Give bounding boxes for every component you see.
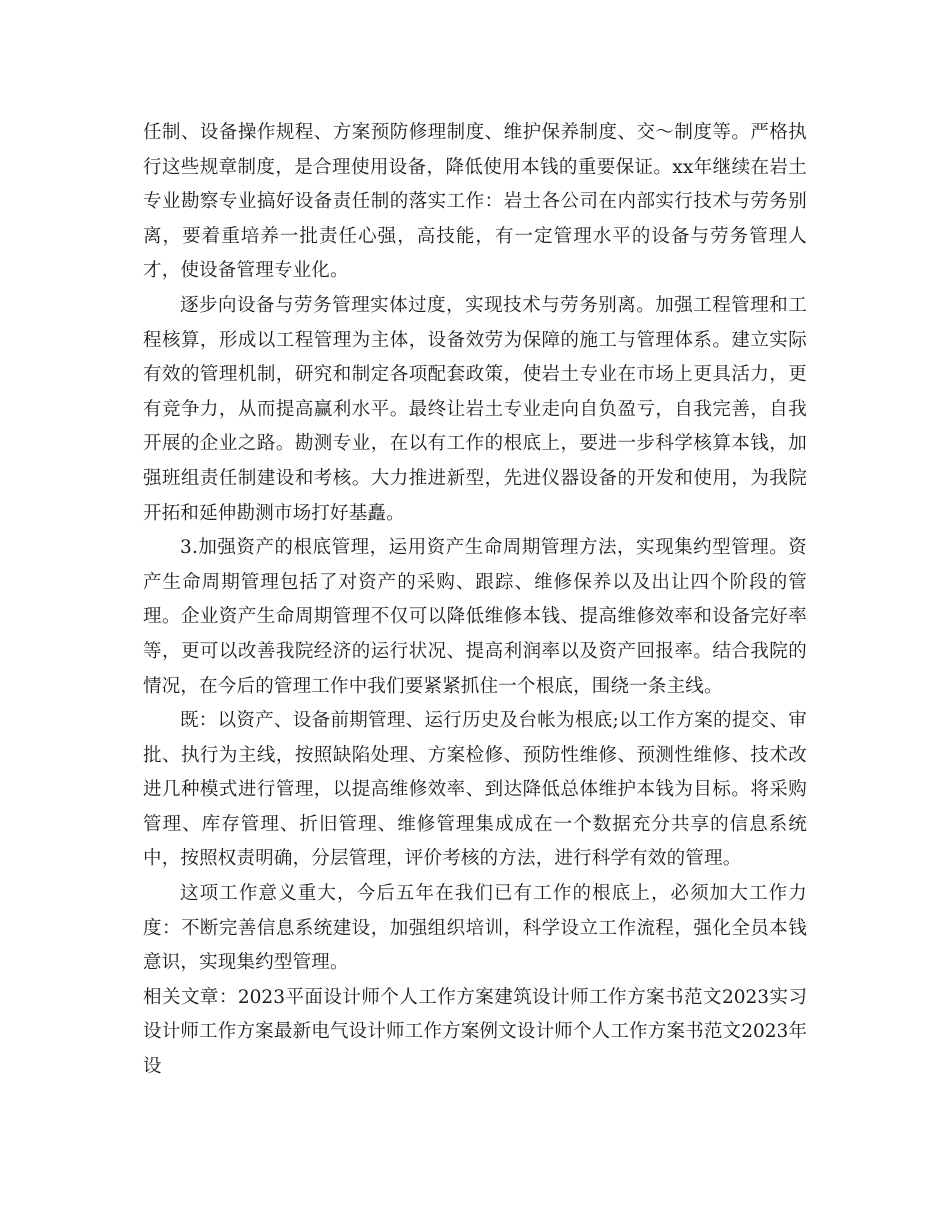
paragraph-5: 这项工作意义重大，今后五年在我们已有工作的根底上，必须加大工作力度：不断完善信息系统建设，加强组织培训，科学设立工作流程，强化全员本钱意识，实现集约型管理。: [143, 883, 807, 974]
related-articles: 相关文章：2023平面设计师个人工作方案建筑设计师工作方案书范文2023实习设计师工作方案最新电气设计师工作方案例文设计师个人工作方案书范文2023年设: [143, 986, 807, 1078]
paragraph-2: 逐步向设备与劳务管理实体过度，实现技术与劳务别离。加强工程管理和工程核算，形成以工程管理为主体，设备效劳为保障的施工与管理体系。建立实际有效的管理机制，研究和制定各项配套政策，使岩土专业在市场上更具活力，更有竞争力，从而提高赢利水平。最终让岩土专业走向自负盈亏，自我完善，自我开展的企业之路。勘测专业，在以有工作的根底上，要进一步科学核算本钱，加强班组责任制建设和考核。大力推进新型，先进仪器设备的开发和使用，为我院开拓和延伸勘测市场打好基矗。: [143, 294, 807, 524]
paragraph-4: 既：以资产、设备前期管理、运行历史及台帐为根底;以工作方案的提交、审批、执行为主线，按照缺陷处理、方案检修、预防性维修、预测性维修、技术改进几种模式进行管理，以提高维修效率、到达降低总体维护本钱为目标。将采购管理、库存管理、折旧管理、维修管理集成成在一个数据充分共享的信息系统中，按照权责明确，分层管理，评价考核的方法，进行科学有效的管理。: [143, 710, 807, 870]
document-page: [143, 116, 807, 1085]
paragraph-1: 任制、设备操作规程、方案预防修理制度、维护保养制度、交～制度等。严格执行这些规章制度，是合理使用设备，降低使用本钱的重要保证。xx年继续在岩土专业勘察专业搞好设备责任制的落实工作：岩土各公司在内部实行技术与劳务别离，要着重培养一批责任心强，高技能，有一定管理水平的设备与劳务管理人才，使设备管理专业化。: [143, 122, 807, 282]
paragraph-3: 3.加强资产的根底管理，运用资产生命周期管理方法，实现集约型管理。资产生命周期管理包括了对资产的采购、跟踪、维修保养以及出让四个阶段的管理。企业资产生命周期管理不仅可以降低维修本钱、提高维修效率和设备完好率等，更可以改善我院经济的运行状况、提高利润率以及资产回报率。结合我院的情况，在今后的管理工作中我们要紧紧抓住一个根底，围绕一条主线。: [143, 537, 807, 697]
